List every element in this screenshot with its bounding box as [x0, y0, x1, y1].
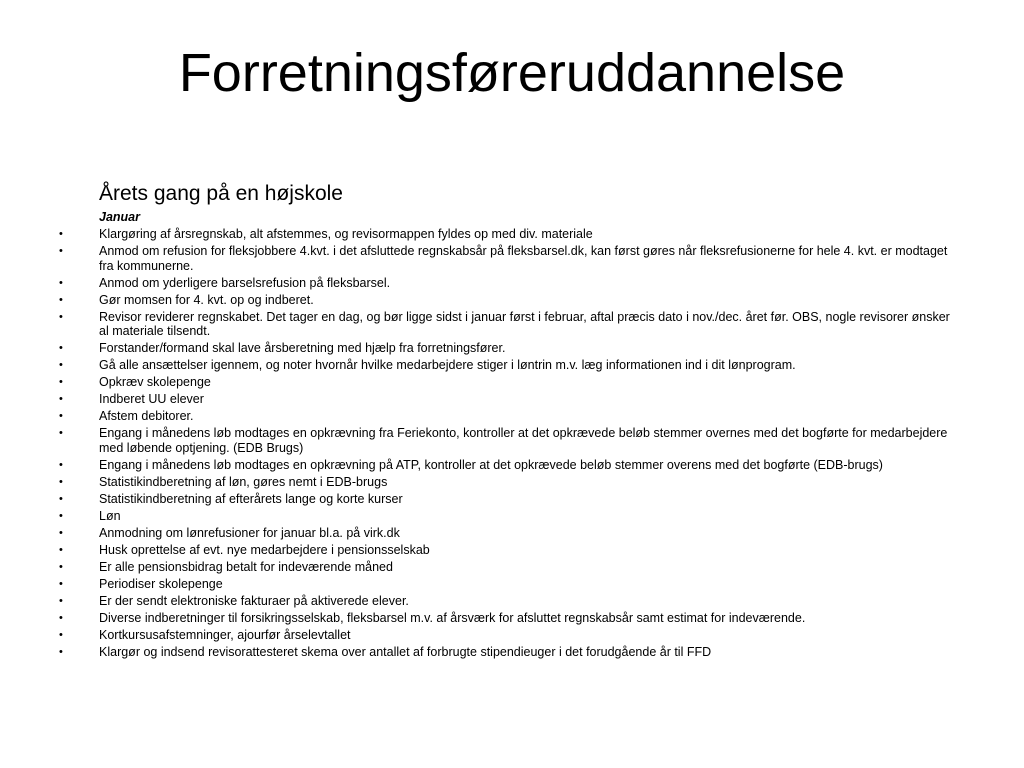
bullet-item	[0, 227, 1024, 242]
bullet-icon: •	[59, 628, 63, 641]
bullet-item	[0, 293, 1024, 308]
slide-title: Forretningsføreruddannelse	[178, 43, 846, 103]
bullet-icon: •	[59, 245, 63, 257]
bullet-item	[0, 543, 1024, 558]
bullet-text: Revisor reviderer regnskabet. Det tager en dag, og bør ligge sidst i januar først i februar, aftal præcis dato i nov./dec. året før. OBS, nogle revisorer ønsker al materiale tilsendt.	[99, 309, 950, 338]
bullet-item	[0, 645, 1024, 660]
bullet-icon: •	[59, 410, 63, 422]
bullet-list	[0, 227, 1024, 662]
bullet-icon: •	[59, 359, 63, 371]
bullet-item	[0, 492, 1024, 507]
bullet-text: Klargøring af årsregnskab, alt afstemmes, og revisormappen fyldes op med div. materiale	[99, 227, 593, 241]
bullet-icon: •	[59, 310, 63, 323]
bullet-text: Statistikindberetning af løn, gøres nemt i EDB-brugs	[99, 474, 388, 489]
bullet-text: Gør momsen for 4. kvt. op og indberet.	[99, 292, 314, 307]
bullet-icon: •	[59, 376, 63, 388]
bullet-text: Engang i månedens løb modtages en opkrævning fra Feriekonto, kontroller at det opkrævede beløb stemmer overnes med det bogførte for medarbejdere med løbende optjening. (EDB Brugs)	[99, 426, 948, 455]
bullet-icon: •	[59, 427, 63, 439]
bullet-item	[0, 276, 1024, 291]
bullet-icon: •	[59, 293, 63, 306]
bullet-item	[0, 560, 1024, 575]
bullet-text: Engang i månedens løb modtages en opkrævning på ATP, kontroller at det opkrævede beløb stemmer overens med det bogførte (EDB-brugs)	[99, 457, 883, 472]
bullet-item	[0, 341, 1024, 356]
bullet-icon: •	[59, 492, 63, 505]
bullet-icon: •	[59, 560, 63, 573]
bullet-text: Er alle pensionsbidrag betalt for indeværende måned	[99, 559, 393, 574]
bullet-text: Periodiser skolepenge	[99, 576, 223, 591]
bullet-item	[0, 375, 1024, 390]
bullet-text: Løn	[99, 508, 121, 523]
bullet-text: Afstem debitorer.	[99, 409, 194, 423]
bullet-item	[0, 594, 1024, 609]
bullet-item	[0, 310, 1024, 339]
bullet-item	[0, 509, 1024, 524]
bullet-icon: •	[59, 228, 63, 240]
bullet-icon: •	[59, 458, 63, 471]
bullet-icon: •	[59, 276, 63, 289]
bullet-text: Gå alle ansættelser igennem, og noter hvornår hvilke medarbejdere stiger i løntrin m.v. læg informationen ind i dit lønprogram.	[99, 358, 796, 372]
bullet-text: Anmod om yderligere barselsrefusion på fleksbarsel.	[99, 275, 391, 290]
bullet-text: Forstander/formand skal lave årsberetning med hjælp fra forretningsfører.	[99, 341, 506, 355]
bullet-item	[0, 611, 1024, 626]
bullet-icon: •	[59, 342, 63, 354]
bullet-text: Kortkursusafstemninger, ajourfør årselevtallet	[99, 627, 351, 642]
bullet-icon: •	[59, 594, 63, 607]
bullet-icon: •	[59, 475, 63, 488]
bullet-item	[0, 526, 1024, 541]
bullet-text: Anmod om refusion for fleksjobbere 4.kvt. i det afsluttede regnskabsår på fleksbarsel.dk, kan først gøres når fleksrefusionerne for hele 4. kvt. er modtaget fra kommunerne.	[99, 244, 948, 273]
bullet-text: Anmodning om lønrefusioner for januar bl.a. på virk.dk	[99, 525, 400, 540]
slide-subtitle: Årets gang på en højskole	[99, 182, 343, 205]
bullet-text: Statistikindberetning af efterårets lange og korte kurser	[99, 491, 403, 506]
bullet-item	[0, 426, 1024, 455]
bullet-text: Opkræv skolepenge	[99, 375, 211, 389]
bullet-icon: •	[59, 393, 63, 405]
bullet-item	[0, 392, 1024, 407]
bullet-icon: •	[59, 509, 63, 522]
bullet-item	[0, 475, 1024, 490]
bullet-icon: •	[59, 645, 63, 658]
bullet-icon: •	[59, 577, 63, 590]
bullet-text: Er der sendt elektroniske fakturaer på aktiverede elever.	[99, 593, 409, 608]
bullet-text: Klargør og indsend revisorattesteret skema over antallet af forbrugte stipendieuger i det forudgående år til FFD	[99, 644, 712, 659]
bullet-text: Diverse indberetninger til forsikringsselskab, fleksbarsel m.v. af årsværk for afsluttet regnskabsår samt estimat for indeværende.	[99, 610, 806, 625]
month-heading: Januar	[99, 210, 140, 224]
bullet-item	[0, 358, 1024, 373]
bullet-text: Husk oprettelse af evt. nye medarbejdere i pensionsselskab	[99, 542, 430, 557]
bullet-icon: •	[59, 611, 63, 624]
bullet-item	[0, 577, 1024, 592]
bullet-item	[0, 458, 1024, 473]
bullet-item	[0, 409, 1024, 424]
bullet-icon: •	[59, 526, 63, 539]
bullet-item	[0, 244, 1024, 273]
bullet-item	[0, 628, 1024, 643]
bullet-icon: •	[59, 543, 63, 556]
bullet-text: Indberet UU elever	[99, 392, 204, 406]
